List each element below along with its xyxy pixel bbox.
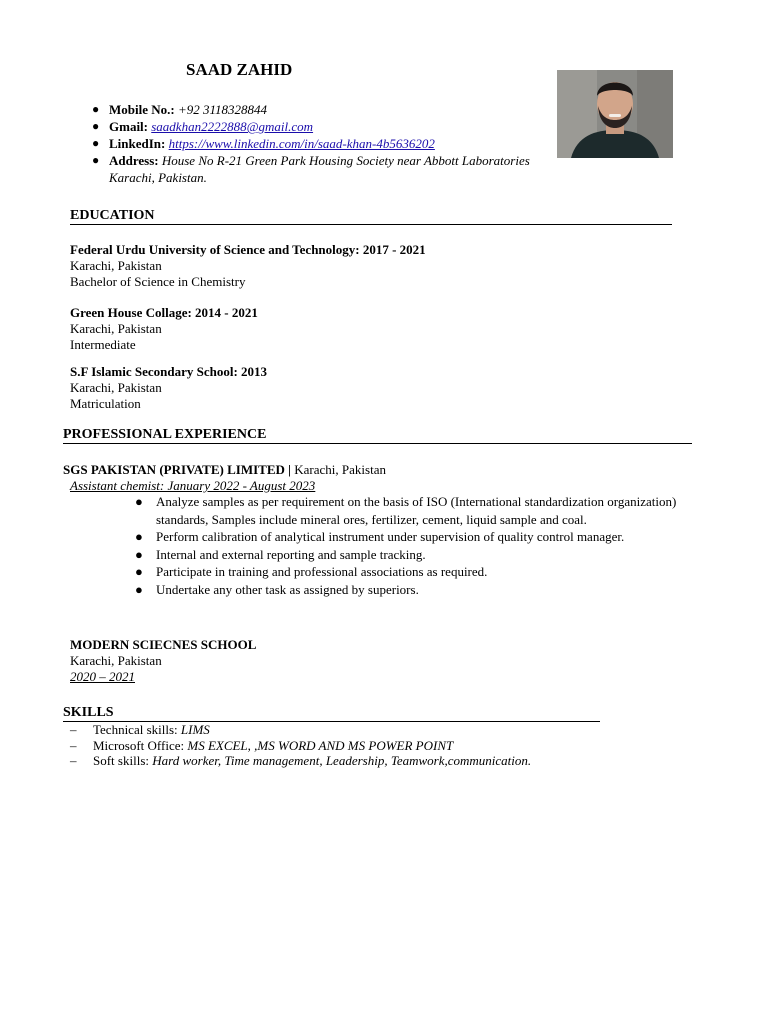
duty-item: [135, 546, 695, 564]
resume-name: SAAD ZAHID: [186, 60, 293, 79]
education-title: S.F Islamic Secondary School: 2013: [70, 364, 268, 379]
contact-address: [92, 152, 532, 186]
bullet-icon: ●: [135, 564, 143, 579]
education-entry: [70, 305, 258, 353]
company-location: Karachi, Pakistan: [70, 653, 162, 668]
duty-text: Perform calibration of analytical instrument under supervision of quality control manager.: [156, 529, 625, 544]
education-degree: Matriculation: [70, 396, 141, 411]
job-entry: [70, 637, 256, 685]
company-name: MODERN SCIECNES SCHOOL: [70, 637, 257, 652]
contact-list: [92, 101, 532, 186]
education-heading: EDUCATION: [70, 208, 672, 225]
duty-text: Undertake any other task as assigned by superiors.: [156, 581, 419, 597]
education-degree: Bachelor of Science in Chemistry: [70, 274, 246, 289]
skill-label: Soft skills:: [93, 753, 149, 768]
skill-item: [70, 722, 630, 738]
duty-item: [135, 493, 695, 528]
bullet-icon: ●: [135, 529, 143, 544]
skill-label: Microsoft Office:: [93, 737, 185, 753]
contact-label: Address:: [109, 153, 159, 168]
skills-list: [70, 722, 630, 769]
mobile-number: +92 3118328844: [177, 102, 268, 117]
contact-label: Mobile No.:: [109, 102, 175, 117]
contact-label: LinkedIn:: [109, 136, 166, 151]
skill-item: [70, 753, 630, 769]
education-location: Karachi, Pakistan: [70, 380, 162, 395]
education-title: Green House Collage: 2014 - 2021: [70, 305, 258, 320]
email-link[interactable]: saadkhan2222888@gmail.com: [151, 119, 314, 134]
contact-label: Gmail:: [109, 119, 148, 134]
skill-value: MS EXCEL, ,MS WORD AND MS POWER POINT: [187, 737, 454, 753]
dash-icon: –: [70, 753, 77, 768]
skill-label: Technical skills:: [93, 722, 178, 737]
person-photo-icon: [557, 70, 673, 158]
education-location: Karachi, Pakistan: [70, 321, 162, 336]
bullet-icon: ●: [92, 119, 100, 133]
bullet-icon: ●: [135, 581, 143, 597]
education-entry: [70, 364, 267, 412]
company-location: Karachi, Pakistan: [294, 462, 386, 477]
bullet-icon: ●: [135, 546, 143, 562]
duty-text: Internal and external reporting and sample tracking.: [156, 546, 426, 562]
duty-item: [135, 581, 695, 599]
duty-item: [135, 528, 695, 546]
education-location: Karachi, Pakistan: [70, 258, 162, 273]
address-text: House No R-21 Green Park Housing Society near Abbott Laboratories Karachi, Pakistan.: [109, 153, 530, 185]
duty-text: Participate in training and professional associations as required.: [156, 564, 488, 579]
skills-heading: SKILLS: [63, 705, 600, 722]
job-dates: 2020 – 2021: [70, 669, 135, 684]
skill-item: [70, 738, 630, 754]
duties-list: [135, 493, 695, 598]
education-entry: [70, 242, 426, 290]
contact-linkedin: [92, 135, 532, 152]
dash-icon: –: [70, 722, 77, 737]
education-degree: Intermediate: [70, 337, 136, 352]
education-title: Federal Urdu University of Science and Technology: 2017 - 2021: [70, 242, 426, 257]
bullet-icon: ●: [92, 136, 100, 150]
contact-gmail: [92, 118, 532, 135]
job-role: Assistant chemist: January 2022 - August 2023: [70, 478, 316, 493]
duty-item: [135, 563, 695, 581]
job-header: [63, 462, 386, 478]
skill-value: Hard worker, Time management, Leadership, Teamwork,communication.: [152, 753, 532, 768]
linkedin-link[interactable]: https://www.linkedin.com/in/saad-khan-4b5636202: [168, 136, 435, 151]
bullet-icon: ●: [135, 494, 143, 509]
company-name: SGS PAKISTAN (PRIVATE) LIMITED: [63, 462, 285, 477]
bullet-icon: ●: [92, 102, 100, 116]
skill-value: LIMS: [180, 722, 210, 737]
profile-photo: [557, 70, 673, 158]
dash-icon: –: [70, 737, 77, 753]
experience-heading: PROFESSIONAL EXPERIENCE: [63, 427, 692, 444]
duty-text: Analyze samples as per requirement on the basis of ISO (International standardization organization) standards, Samples include mineral ores, fertilizer, cement, liquid sample and coal.: [156, 494, 677, 527]
contact-mobile: [92, 101, 532, 118]
bullet-icon: ●: [92, 153, 100, 167]
separator: |: [288, 462, 292, 477]
